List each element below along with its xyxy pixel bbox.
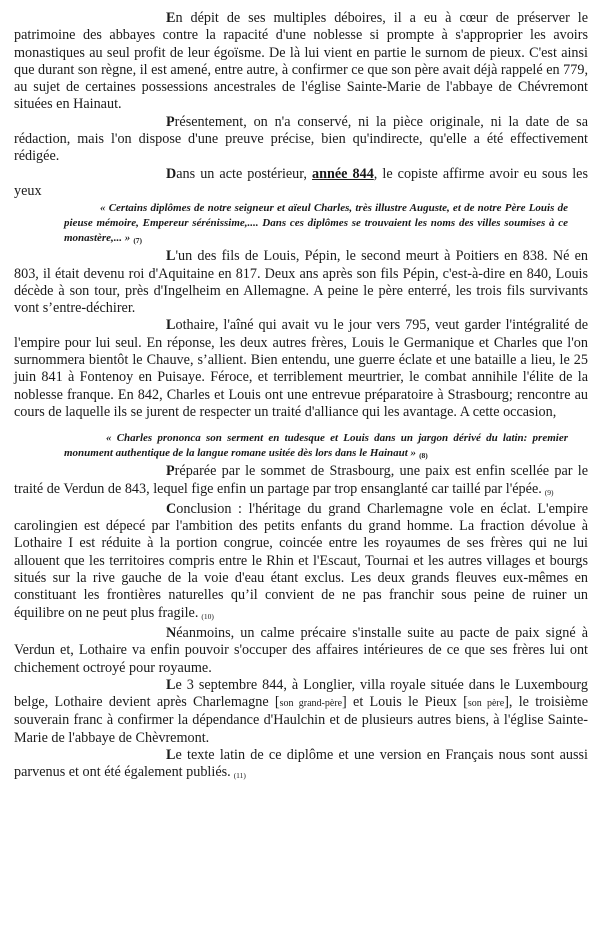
paragraph-6 xyxy=(14,463,588,501)
paragraph-initial: L xyxy=(166,317,176,334)
paragraph-initial: E xyxy=(166,10,176,26)
paragraph-5 xyxy=(14,317,588,421)
quote-text: « Charles prononca son serment en tudesque et Louis dans un jargon dérivé du latin: premier monument authentique de la langue romane usitée dès lors dans le Hainaut » xyxy=(64,432,568,460)
paragraph-3 xyxy=(14,166,588,201)
paragraph-text: ans un acte postérieur, xyxy=(176,165,313,182)
footnote-ref: (8) xyxy=(419,451,428,461)
paragraph-text: onclusion : l'héritage du grand Charlemagne vole en éclat. L'empire carolingien est dépecé par l'ambition des petits enfants du grand homme. La fraction dévolue à Lothaire I est réduite à la portion congrue, coincée entre les royaumes de ses frères qui ne lui allouent que les territoires compris entre le Rhin et l'Escaut, Tournai et les autres villages et bourgs situés sur la rive gauche de la voie d'eau étant exclus. Les deux grands fleuves eux-mêmes en constituant les frontières naturelles qu’il convient de ne pas franchir sous peine de ruiner un équilibre on ne peut plus fragile. xyxy=(14,500,588,621)
paragraph-9 xyxy=(14,677,588,747)
bracket-annotation: son père xyxy=(467,698,505,710)
paragraph-1 xyxy=(14,10,588,114)
paragraph-7 xyxy=(14,501,588,625)
paragraph-initial: D xyxy=(166,165,177,182)
paragraph-initial: L xyxy=(166,248,176,265)
paragraph-initial: C xyxy=(166,500,177,517)
paragraph-initial: N xyxy=(166,624,177,641)
paragraph-text: e texte latin de ce diplôme et une version en Français nous sont aussi parvenus et ont été également publiés. xyxy=(14,746,588,781)
paragraph-8 xyxy=(14,625,588,677)
paragraph-initial: P xyxy=(166,463,175,480)
paragraph-text: ] et Louis le Pieux [ xyxy=(342,694,468,711)
paragraph-text: e 3 septembre 844, à Longlier, villa royale située dans le Luxembourg belge, Lothaire devient après Charlemagne [ xyxy=(14,676,588,711)
quotation-1 xyxy=(64,201,568,248)
bracket-annotation: son grand-père xyxy=(279,698,343,710)
footnote-ref: (10) xyxy=(201,611,214,621)
paragraph-10 xyxy=(14,747,588,785)
paragraph-text: n dépit de ses multiples déboires, il a eu à cœur de préserver le patrimoine des abbayes contre la rapacité d'une noblesse si prompte à s'approprier les avoirs monastiques au seul profit de leur égoïsme. De là lui vient en partie le surnom de pieux. C'est ainsi que durant son règne, il est amené, entre autre, à confirmer ce que son père avait déjà rappelé en 779, au sujet de certaines possessions ancestrales de l'église Sainte-Marie de l'abbaye de Chévremont situées en Hainaut. xyxy=(14,10,588,113)
footnote-ref: (7) xyxy=(133,236,143,246)
paragraph-4 xyxy=(14,248,588,317)
quote-text: « Certains diplômes de notre seigneur et aïeul Charles, très illustre Auguste, et de notre Père Louis de pieuse mémoire, Empereur sérénissime,.... Dans ces diplômes se trouvaient les noms des villes soumises à ce monastère,... » xyxy=(64,202,568,245)
paragraph-2 xyxy=(14,114,588,166)
paragraph-text: réparée par le sommet de Strasbourg, une paix est enfin scellée par le traité de Verdun de 843, lequel fige enfin un partage par trop ensanglanté car taillé par l'épée. xyxy=(14,463,588,497)
paragraph-text: othaire, l'aîné qui avait vu le jour vers 795, veut garder l'intégralité de l'empire pour lui seul. En réponse, les deux autres frères, Louis le Germanique et Charles que l'on surnommera bientôt le Chauve, s’allient. Bien entendu, une guerre éclate et une bataille a lieu, le 25 juin 841 à Fontenoy en Puisaye. Féroce, et terriblement meurtrier, le combat annihile l'élite de la noblesse franque. En 842, Charles et Louis ont une entrevue préparatoire à Strasbourg; rencontre au cours de laquelle ils se jurent de respecter un traité d'alliance qui les avantage. A cette occasion, xyxy=(14,317,588,420)
paragraph-initial: L xyxy=(166,676,176,693)
paragraph-text: 'un des fils de Louis, Pépin, le second meurt à Poitiers en 838. Né en 803, il était devenu roi d'Aquitaine en 817. Deux ans après son fils Pépin, c'est-à-dire en 840, Louis décède à son tour, près d'Ingelheim en Allemagne. A peine le père enterré, les trois fils survivants vont s’entre-déchirer. xyxy=(14,248,588,317)
footnote-ref: (9) xyxy=(544,487,554,497)
paragraph-text: résentement, on n'a conservé, ni la pièce originale, ni la date de sa rédaction, mais l'on dispose d'une preuve précise, bien qu'indirecte, qu'elle a été effectivement rédigée. xyxy=(14,113,588,165)
paragraph-text: , le copiste affirme avoir eu sous les yeux xyxy=(14,165,588,199)
footnote-ref: (11) xyxy=(233,771,246,781)
paragraph-initial: L xyxy=(166,746,176,763)
paragraph-initial: P xyxy=(166,113,175,130)
highlighted-year: année 844 xyxy=(312,165,374,182)
paragraph-text: éanmoins, un calme précaire s'installe suite au pacte de paix signé à Verdun et, Lothaire va enfin pouvoir s'occuper des affaires intérieures de ce que ses frères lui ont chichement octroyé pour royaume. xyxy=(14,624,588,676)
quotation-2 xyxy=(64,431,568,463)
paragraph-text: ], le troisième souverain franc à confirmer la dépendance d'Haulchin et de plusieurs autres biens, à l'église Sainte-Marie de l'abbaye de Chèvremont. xyxy=(14,694,588,746)
